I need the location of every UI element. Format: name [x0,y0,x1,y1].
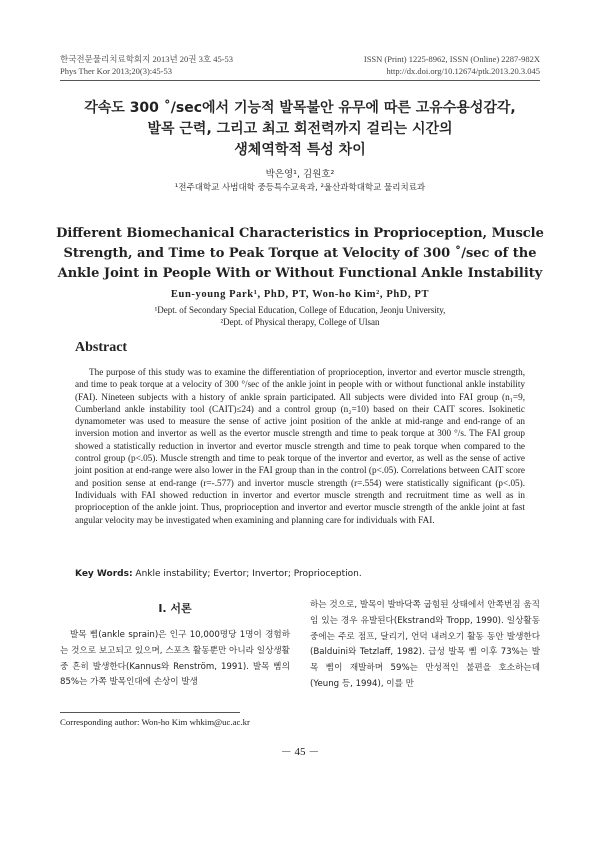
english-authors: Eun-young Park¹, PhD, PT, Won-ho Kim², PhD, PT [170,289,430,300]
korean-title [40,98,560,161]
korean-title-line-3: 생체역학적 특성 차이 [234,142,366,158]
journal-name-korean: 한국전문물리치료학회지 2013년 20권 3호 45-53 [60,54,234,64]
abstract-heading: Abstract [75,340,128,355]
footnote-rule [60,712,240,713]
abstract-body: The purpose of this study was to examine the differentiation of proprioception, invertor and evertor muscle strength, and time to peak torque at a velocity of 300 °/sec of the ankle joint in people with or without functional ankle instability (FAI). Nineteen subjects with a history of ankle sprain participated. All subjects were divided into FAI group (n₁=9, Cumberland ankle instability tool (CAIT)≤24) and a control group (n₂=10) based on their CAIT scores. Isokinetic dynamometer was used to measure the sense of active joint position of the ankle at mid-range and end-range of an inversion motion and invertor as well as the evertor muscle strength and time to peak torque at 300 °/s. The FAI group showed a statistically reduction in invertor and evertor muscle strength and time to peak torque when compared to the control group (p<.05). Muscle strength and time to peak torque of the invertor and evertor, as well as the sense of active joint position at end-range were also lower in the FAI group than in the control (p<.05). Correlations between CAIT score and position sense at end-range (r=-.577) and invertor muscle strength (r=.554) were statistically significant (p<.05). Individuals with FAI showed reduction in invertor and evertor muscle strength and recruitment time as well as in proprioception of the ankle joint. Thus, proprioception and invertor and evertor muscle strength of the ankle joint at fast angular velocity may be investigated when examining and planning care for individuals with FAI. [75,367,525,525]
korean-title-line-1: 각속도 300 ˚/sec에서 기능적 발목불안 유무에 따른 고유수용성감각, [84,100,516,116]
keywords-label: Key Words: [75,569,133,579]
header-rule [60,80,540,81]
english-affiliation [40,304,560,328]
journal-citation: Phys Ther Kor 2013;20(3):45-53 [60,66,172,76]
english-affiliation-line-2: ²Dept. of Physical therapy, College of Ulsan [220,317,380,327]
english-affiliation-line-1: ¹Dept. of Secondary Special Education, College of Education, Jeonju University, [154,305,446,315]
page-number: － 45 － [280,746,320,758]
keywords-list: Ankle instability; Evertor; Invertor; Proprioception. [135,569,362,579]
keywords [75,569,525,579]
english-title-line-3: Ankle Joint in People With or Without Functional Ankle Instability [57,266,543,281]
journal-header-right [364,53,540,77]
intro-left-column: 발목 삠(ankle sprain)은 인구 10,000명당 1명이 경험하는 것으로 보고되고 있으며, 스포츠 활동뿐만 아니라 일상생활 중 흔히 발생한다(Kannus와 Renström, 1991). 발목 삠의 85%는 가쪽 발목인대에 손상이 발생 [60,630,290,688]
english-title-line-1: Different Biomechanical Characteristics in Proprioception, Muscle [56,226,544,241]
korean-title-line-2: 발목 근력, 그리고 최고 회전력까지 걸리는 시간의 [147,121,453,137]
korean-authors: 박은영¹, 김원호² [265,169,335,180]
issn: ISSN (Print) 1225-8962, ISSN (Online) 2287-982X [363,54,540,64]
korean-affiliation: ¹전주대학교 사범대학 중등특수교육과, ²울산과학대학교 물리치료과 [174,183,426,193]
doi-link[interactable]: http://dx.doi.org/10.12674/ptk.2013.20.3.045 [386,66,540,76]
english-title [40,224,560,284]
english-title-line-2: Strength, and Time to Peak Torque at Velocity of 300 ˚/sec of the [63,246,537,261]
journal-header-left [60,53,233,77]
intro-right-column: 하는 것으로, 발목이 발바닥쪽 굽힘된 상태에서 안쪽번짐 움직임 있는 경우 유발된다(Ekstrand와 Tropp, 1990). 일상활동 중에는 주로 점프, 달리기, 언덕 내려오기 활동 동안 발생한다(Balduini와 Tetzlaff, 1982). 급성 발목 삠 이후 73%는 발목 삠이 재발하며 59%는 만성적인 불편을 호소하는데(Yeung 등, 1994), 이를 만 [310,600,540,689]
corresponding-author-footnote: Corresponding author: Won-ho Kim whkim@uc.ac.kr [60,717,250,727]
section-heading-introduction: Ⅰ. 서론 [158,602,192,615]
